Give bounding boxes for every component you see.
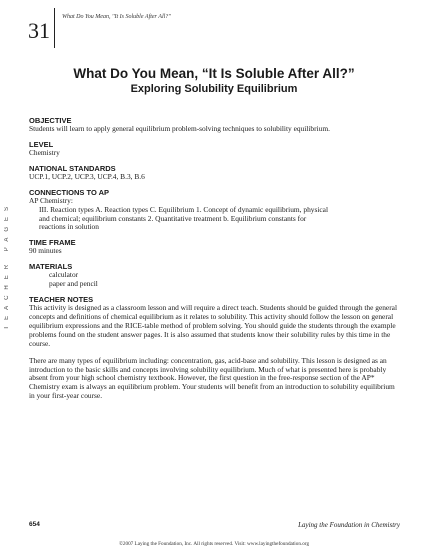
teacher-notes-heading: TEACHER NOTES [29,295,94,305]
side-label [0,190,14,340]
teacher-notes-paragraph: There are many types of equilibrium including: concentration, gas, acid-base and solubility. This lesson is designed as an introduction to the basic skills and concepts involving solubility equilibrium. Much of what is presented here is probably absent from your high school chemistry textbook. However, the first question in the free-response section of the AP* Chemistry exam is always an equilibrium problem. Your students will benefit from an introduction to solubility equilibrium in your first-year course. [29,355,395,401]
standards-heading: NATIONAL STANDARDS [29,163,116,173]
footer-publication: Laying the Foundation in Chemistry [298,521,400,529]
teacher-notes-section [29,295,401,401]
side-label-text: TEACHER PAGES [4,200,10,330]
connections-topic-line: III. Reaction types A. Reaction types C. Equilibrium 1. Concept of dynamic equilibrium, physical [39,204,328,214]
connections-topic-line: and chemical; equilibrium constants 2. Quantitative treatment b. Equilibrium constants for [39,213,307,223]
connections-heading: CONNECTIONS TO AP [29,187,110,197]
document-title: What Do You Mean, “It Is Soluble After All?” [73,66,355,81]
standards-text: UCP.1, UCP.2, UCP.3, UCP.4, B.3, B.6 [29,171,145,181]
connections-course: AP Chemistry: [29,195,73,205]
standards-section [29,164,401,182]
footer-page-number: 654 [29,521,40,528]
page-number: 31 [28,18,50,43]
copyright-notice: ©2007 Laying the Foundation, Inc. All rights reserved. Visit: www.layingthefoundation.org [118,541,310,547]
level-text: Chemistry [29,147,60,157]
time-frame-heading: TIME FRAME [29,238,76,248]
header-divider [54,8,55,48]
objective-heading: OBJECTIVE [29,116,72,125]
level-heading: LEVEL [29,139,54,149]
materials-item: calculator [49,270,79,280]
connections-topic-line: reactions in solution [39,222,99,232]
materials-item: paper and pencil [49,279,98,289]
time-frame-text: 90 minutes [29,246,62,256]
connections-section [29,188,401,233]
time-frame-section [29,238,401,256]
materials-heading: MATERIALS [29,262,73,272]
objective-section [29,116,401,134]
materials-section [29,262,401,289]
teacher-notes-paragraph: This activity is designed as a classroom lesson and will require a direct teach. Students should be guided through the general concepts and definitions of chemical equilibrium as it relates to solubility. This activity should follow the lesson on general equilibrium expressions and the RICE-table method of problem solving. You should guide the students through the example problems found on the student answer pages. It is also assumed that students know their solubility rules by this time in the course. [29,303,398,348]
running-head: What Do You Mean, ''It Is Soluble After All?'' [62,14,171,20]
document-subtitle: Exploring Solubility Equilibrium [130,83,298,95]
main-content [29,116,401,407]
level-section [29,140,401,158]
objective-text: Students will learn to apply general equilibrium problem-solving techniques to solubility equilibrium. [29,124,330,133]
